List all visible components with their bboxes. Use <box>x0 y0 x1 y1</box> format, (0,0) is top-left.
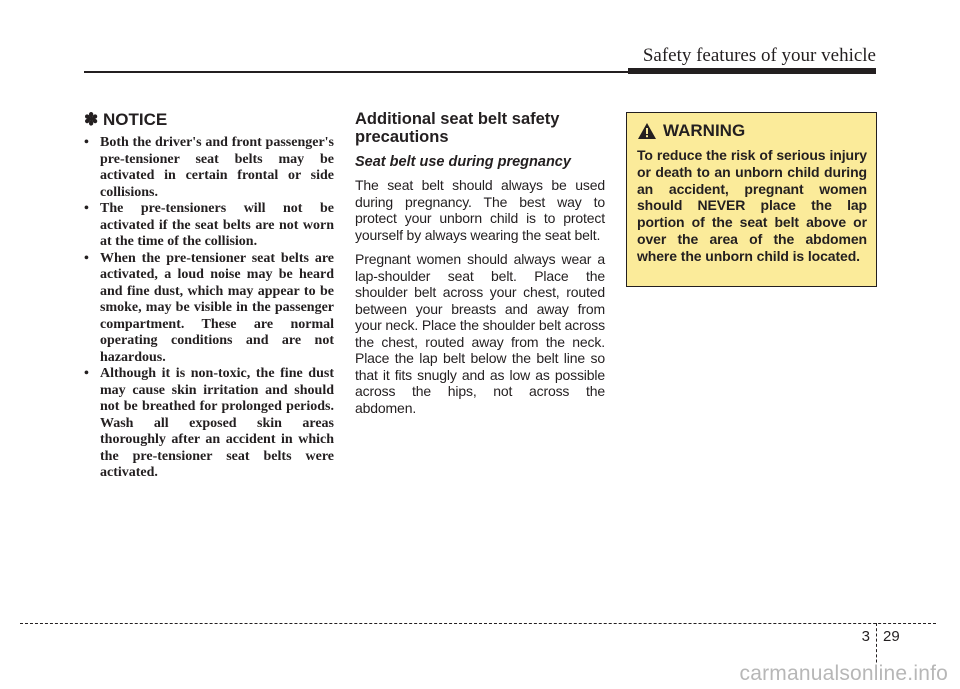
notice-item-text: Although it is non-toxic, the fine dust may cause skin irritation and should not be breathed for prolonged periods. Wash all exposed skin areas thoroughly after an accident in which the pre-tensioner seat belts were activated. <box>100 366 334 480</box>
paragraph: Pregnant women should always wear a lap-shoulder seat belt. Place the shoulder belt across your chest, routed between your breasts and away from your neck. Place the shoulder belt across the chest, routed away from the neck. Place the lap belt below the belt line so that it fits snugly and as low as possible across the hips, not across the abdomen. <box>355 251 605 416</box>
warning-header <box>637 121 867 141</box>
section-title: Additional seat belt safety precautions <box>355 110 560 146</box>
notice-item-text: When the pre-tensioner seat belts are activated, a loud noise may be heard and fine dust, which may appear to be smoke, may be visible in the passenger compartment. These are normal operating conditions and are not hazardous. <box>100 250 334 365</box>
subsection-title: Seat belt use during pregnancy <box>355 154 571 170</box>
chapter-number: 3 <box>861 628 870 645</box>
bullet-icon: • <box>84 250 89 266</box>
warning-triangle-icon <box>637 122 657 140</box>
notice-item <box>84 366 334 482</box>
paragraph: The seat belt should always be used during pregnancy. The best way to protect your unborn child is to protect yourself by always wearing the seat belt. <box>355 177 605 243</box>
header-rule-accent <box>628 68 876 74</box>
footer-rule <box>20 623 936 624</box>
section-header-title: Safety features of your vehicle <box>642 45 876 66</box>
notice-section <box>84 110 334 482</box>
page-number: 29 <box>883 628 900 645</box>
notice-heading: ✽ NOTICE <box>84 110 168 129</box>
bullet-icon: • <box>84 135 89 150</box>
watermark: carmanualsonline.info <box>739 662 948 685</box>
seatbelt-section <box>355 110 605 424</box>
notice-item <box>84 201 334 251</box>
notice-list <box>84 135 334 482</box>
warning-box <box>626 112 877 287</box>
notice-item <box>84 135 334 201</box>
bullet-icon: • <box>84 201 89 216</box>
notice-item-text: The pre-tensioners will not be activated if the seat belts are not worn at the time of the collision. <box>100 201 334 249</box>
notice-item-text: Both the driver's and front passenger's pre-tensioner seat belts may be activated in certain frontal or side collisions. <box>100 135 334 200</box>
warning-title: WARNING <box>663 121 746 140</box>
warning-text: To reduce the risk of serious injury or death to an unborn child during an accident, pregnant women should NEVER place the lap portion of the seat belt above or over the area of the abdomen where the unborn child is located. <box>637 147 867 264</box>
bullet-icon: • <box>84 366 89 381</box>
notice-item <box>84 251 334 367</box>
